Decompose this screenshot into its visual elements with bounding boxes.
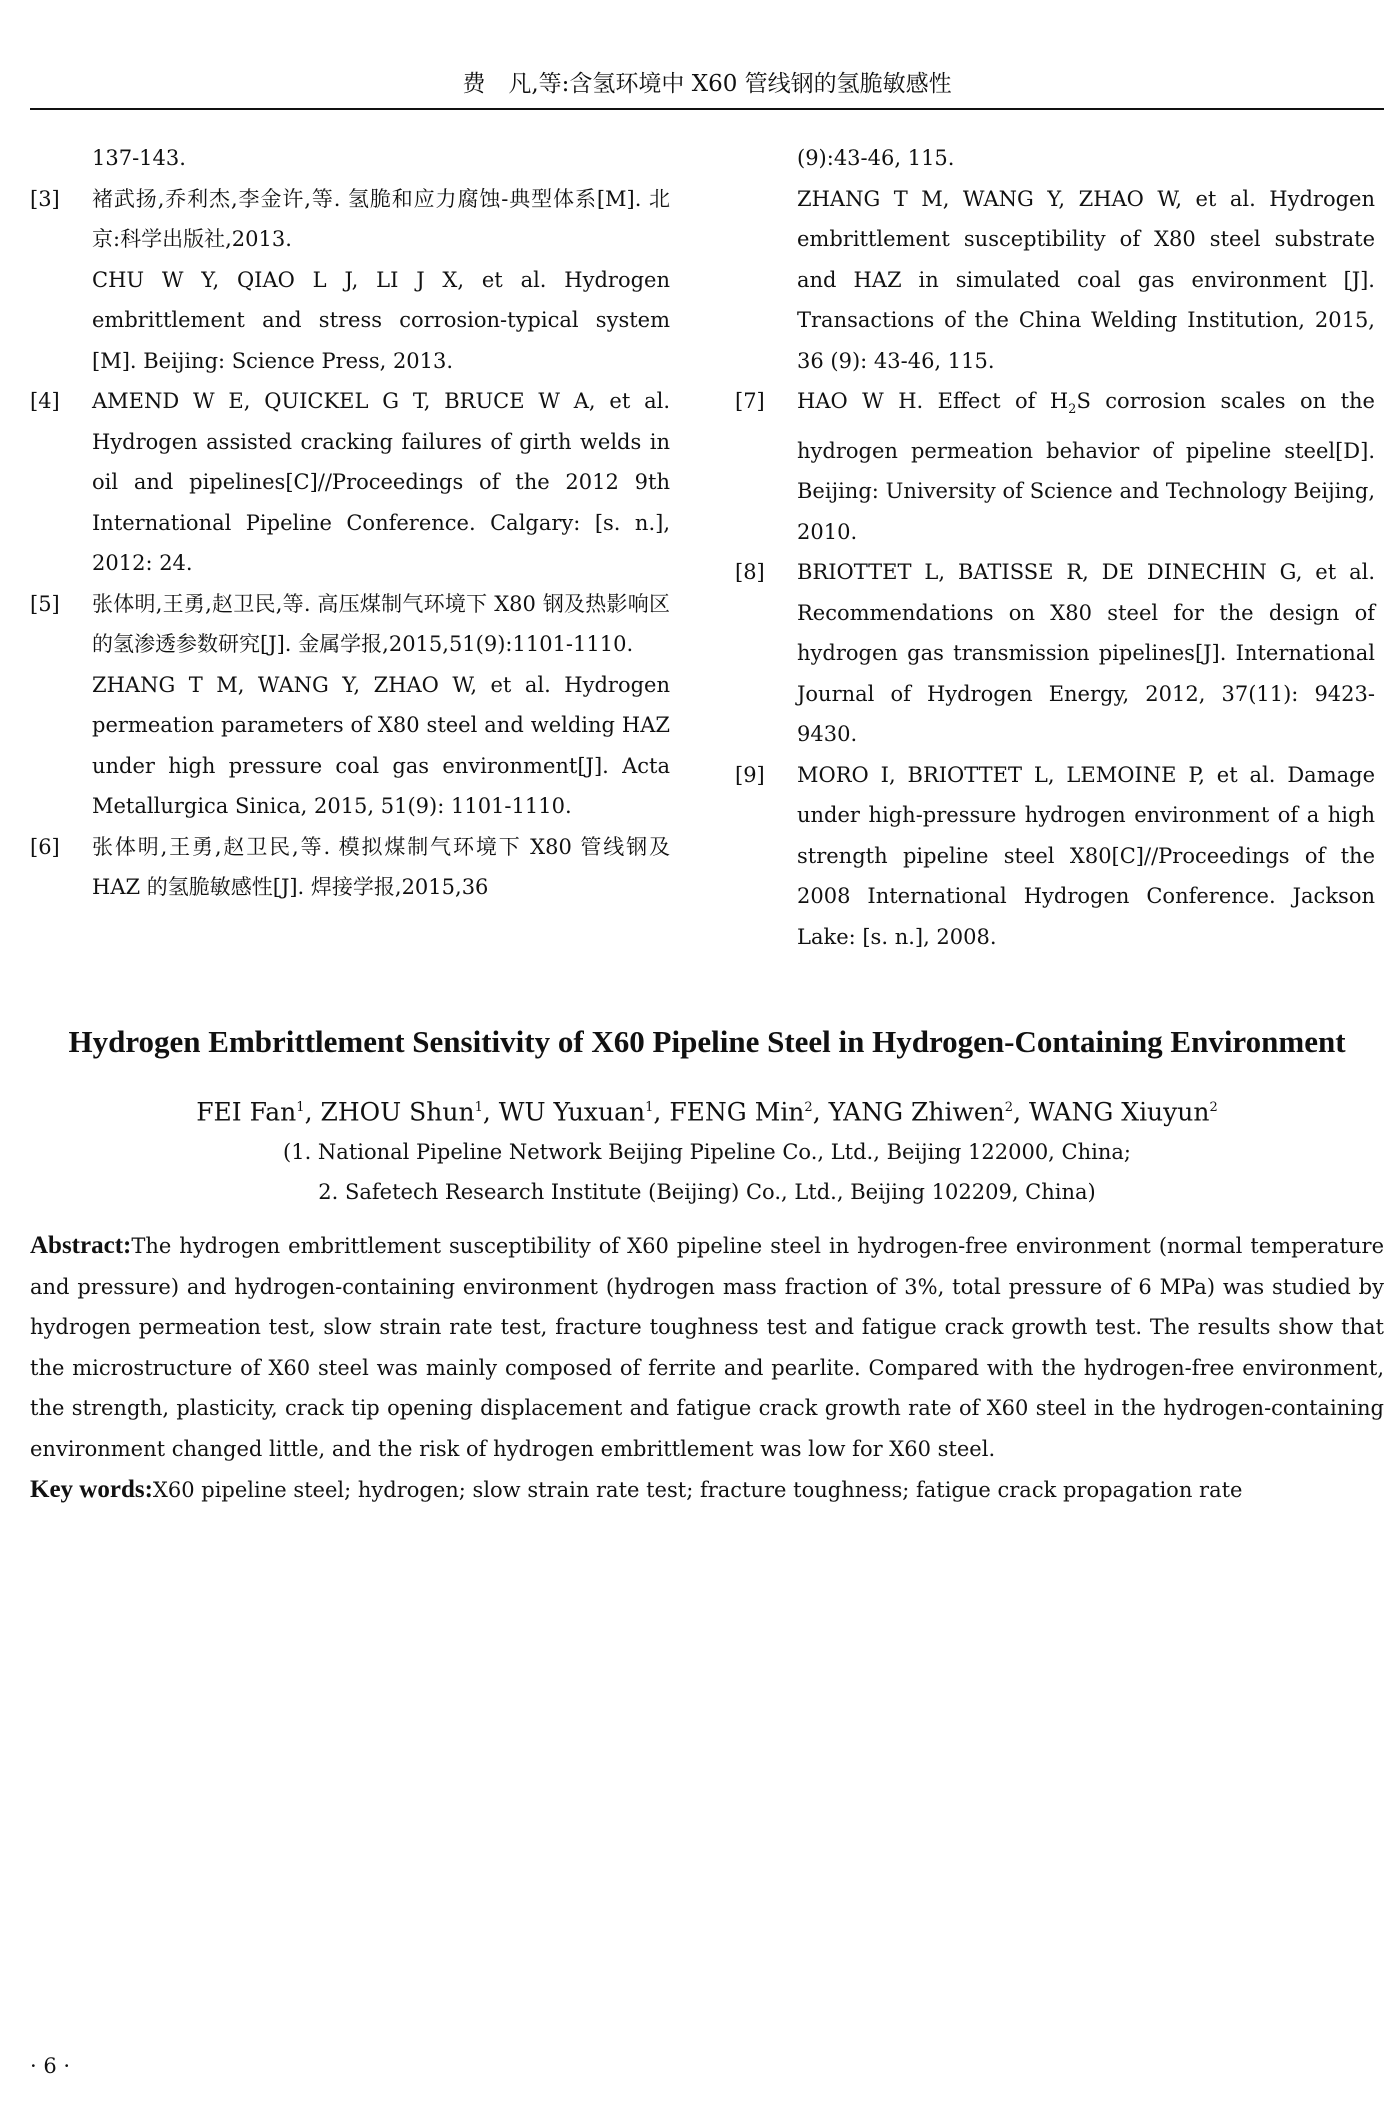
author-name: ZHOU Shun [320,1097,475,1127]
english-title: Hydrogen Embrittlement Sensitivity of X60 Pipeline Steel in Hydrogen-Containing Environment [68,1024,1346,1059]
reference-7 [735,381,1375,552]
reference-text: HAO W H. Effect of H [797,389,1069,413]
reference-continuation: 137-143. [92,146,186,170]
reference-number: [6] [30,834,60,859]
reference-8 [735,552,1375,755]
reference-3 [30,179,670,382]
reference-4 [30,381,670,584]
reference-en: BRIOTTET L, BATISSE R, DE DINECHIN G, et al. Recommendations on X80 steel for the design of hydrogen gas transmission pipelines[J]. International Journal of Hydrogen Energy, 2012, 37(11): 9423-9430. [797,560,1375,747]
author-affiliation-mark: 1 [296,1100,305,1115]
reference-number: [5] [30,591,60,616]
reference-en: AMEND W E, QUICKEL G T, BRUCE W A, et al. Hydrogen assisted cracking failures of girth welds in oil and pipelines[C]//Proceedings of the 2012 9th International Pipeline Conference. Calgary: [s. n.], 2012: 24. [92,389,670,575]
author-affiliation-mark: 2 [1209,1100,1218,1115]
keywords-label: Key words: [30,1476,153,1503]
author-affiliation-mark: 2 [804,1100,813,1115]
reference-text: S corrosion scales on the hydrogen permeation behavior of pipeline steel[D]. Beijing: University of Science and Technology Beijing, 2010. [797,389,1375,544]
abstract-label: Abstract: [30,1232,132,1259]
reference-continuation-en: ZHANG T M, WANG Y, ZHAO W, et al. Hydrogen embrittlement susceptibility of X80 steel substrate and HAZ in simulated coal gas environment [J]. Transactions of the China Welding Institution, 2015, 36 (9): 43-46, 115. [797,186,1375,373]
reference-en: ZHANG T M, WANG Y, ZHAO W, et al. Hydrogen permeation parameters of X80 steel and welding HAZ under high pressure coal gas environment[J]. Acta Metallurgica Sinica, 2015, 51(9): 1101-1110. [92,672,670,818]
author-list: FEI Fan$^1$, ZHOU Shun$^1$, WU Yuxuan$^1$, FENG Min$^2$, YANG Zhiwen$^2$, WANG Xiuyun$^2$ [196,1097,1218,1127]
reference-en: CHU W Y, QIAO L J, LI J X, et al. Hydrogen embrittlement and stress corrosion-typical system [M]. Beijing: Science Press, 2013. [92,267,670,373]
author-name: FEI Fan [196,1097,297,1127]
keywords [30,1470,1384,1510]
reference-9 [735,755,1375,958]
affiliation-1: (1. National Pipeline Network Beijing Pipeline Co., Ltd., Beijing 122000, China; [283,1140,1131,1164]
reference-6 [30,827,670,908]
abstract [30,1226,1384,1469]
author-affiliation-mark: 1 [645,1100,654,1115]
running-header: 费 凡,等:含氢环境中 X60 管线钢的氢脆敏感性 [30,64,1384,110]
subscript: 2 [1068,402,1077,418]
reference-number: [4] [30,389,60,413]
reference-5 [30,584,670,827]
page-number: · 6 · [30,2054,71,2078]
reference-en: MORO I, BRIOTTET L, LEMOINE P, et al. Damage under high-pressure hydrogen environment of a high strength pipeline steel X80[C]//Proceedings of the 2008 International Hydrogen Conference. Jackson Lake: [s. n.], 2008. [797,762,1375,949]
author-name: WU Yuxuan [498,1097,646,1127]
author-name: FENG Min [669,1097,805,1127]
references-left-column [30,138,670,908]
reference-number: [8] [735,560,765,585]
reference-number: [9] [735,762,765,787]
author-name: YANG Zhiwen [828,1097,1005,1127]
reference-continuation-zh: (9):43-46, 115. [797,146,955,170]
abstract-text: The hydrogen embrittlement susceptibility of X60 pipeline steel in hydrogen-free environment (normal temperature and pressure) and hydrogen-containing environment (hydrogen mass fraction of 3%, total pressure of 6 MPa) was studied by hydrogen permeation test, slow strain rate test, fracture toughness test and fatigue crack growth test. The results show that the microstructure of X60 steel was mainly composed of ferrite and pearlite. Compared with the hydrogen-free environment, the strength, plasticity, crack tip opening displacement and fatigue crack growth rate of X60 steel in the hydrogen-containing environment changed little, and the risk of hydrogen embrittlement was low for X60 steel. [30,1234,1384,1461]
author-affiliation-mark: 1 [474,1100,483,1115]
reference-zh: 张体明,王勇,赵卫民,等. 高压煤制气环境下 X80 钢及热影响区的氢渗透参数研究[J]. 金属学报,2015,51(9):1101-1110. [92,591,670,656]
affiliation-2: 2. Safetech Research Institute (Beijing) Co., Ltd., Beijing 102209, China) [318,1180,1096,1204]
reference-zh: 张体明,王勇,赵卫民,等. 模拟煤制气环境下 X80 管线钢及 HAZ 的氢脆敏感性[J]. 焊接学报,2015,36 [92,834,670,899]
author-affiliation-mark: 2 [1004,1100,1014,1115]
reference-en [797,381,1375,552]
references-right-column [735,138,1375,957]
author-name: WANG Xiuyun [1028,1097,1210,1127]
reference-zh: 褚武扬,乔利杰,李金许,等. 氢脆和应力腐蚀-典型体系[M]. 北京:科学出版社,2013. [92,186,670,251]
keywords-text: X60 pipeline steel; hydrogen; slow strain rate test; fracture toughness; fatigue crack propagation rate [152,1478,1243,1502]
reference-number: [7] [735,389,765,413]
reference-number: [3] [30,186,60,211]
